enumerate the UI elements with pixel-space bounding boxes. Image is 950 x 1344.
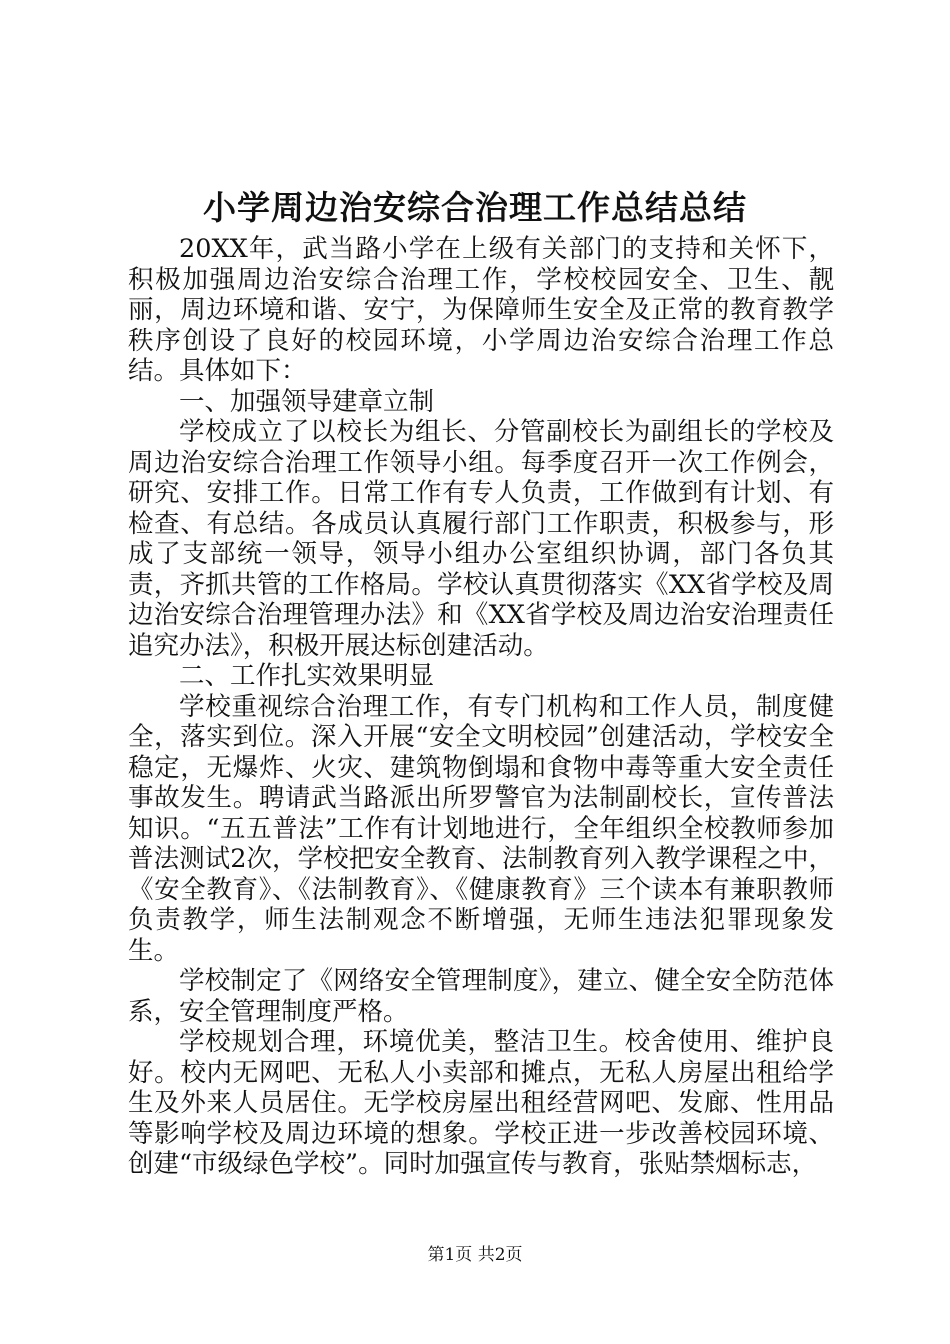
document-title: 小学周边治安综合治理工作总结总结 <box>203 188 747 227</box>
document-body <box>128 234 834 1180</box>
page-footer: 第1页 共2页 <box>427 1245 523 1265</box>
section-1-paragraph: 学校成立了以校长为组长、分管副校长为副组长的学校及周边治安综合治理工作领导小组。每季度召开一次工作例会，研究、安排工作。日常工作有专人负责，工作做到有计划、有检查、有总结。各成员认真履行部门工作职责，积极参与，形成了支部统一领导，领导小组办公室组织协调，部门各负其责，齐抓共管的工作格局。学校认真贯彻落实《XX省学校及周边治安综合治理管理办法》和《XX省学校及周边治安治理责任追究办法》，积极开展达标创建活动。 <box>128 417 834 661</box>
section-2-paragraph-1: 学校重视综合治理工作，有专门机构和工作人员，制度健全，落实到位。深入开展“安全文明校园”创建活动，学校安全稳定，无爆炸、火灾、建筑物倒塌和食物中毒等重大安全责任事故发生。聘请武当路派出所罗警官为法制副校长，宣传普法知识。“五五普法”工作有计划地进行，全年组织全校教师参加普法测试2次，学校把安全教育、法制教育列入教学课程之中，《安全教育》、《法制教育》、《健康教育》三个读本有兼职教师负责教学，师生法制观念不断增强，无师生违法犯罪现象发生。 <box>128 691 834 966</box>
section-heading-1: 一、加强领导建章立制 <box>179 386 435 417</box>
section-heading-2: 二、工作扎实效果明显 <box>179 661 435 691</box>
section-2-paragraph-2: 学校制定了《网络安全管理制度》，建立、健全安全防范体系，安全管理制度严格。 <box>128 966 834 1027</box>
section-2-paragraph-3: 学校规划合理，环境优美，整洁卫生。校舍使用、维护良好。校内无网吧、无私人小卖部和摊点，无私人房屋出租给学生及外来人员居住。无学校房屋出租经营网吧、发廊、性用品等影响学校及周边环境的想象。学校正进一步改善校园环境、创建“市级绿色学校”。同时加强宣传与教育，张贴禁烟标志， <box>128 1027 834 1179</box>
intro-paragraph: 20XX年，武当路小学在上级有关部门的支持和关怀下，积极加强周边治安综合治理工作，学校校园安全、卫生、靓丽，周边环境和谐、安宁，为保障师生安全及正常的教育教学秩序创设了良好的校园环境，小学周边治安综合治理工作总结。具体如下： <box>128 234 834 386</box>
